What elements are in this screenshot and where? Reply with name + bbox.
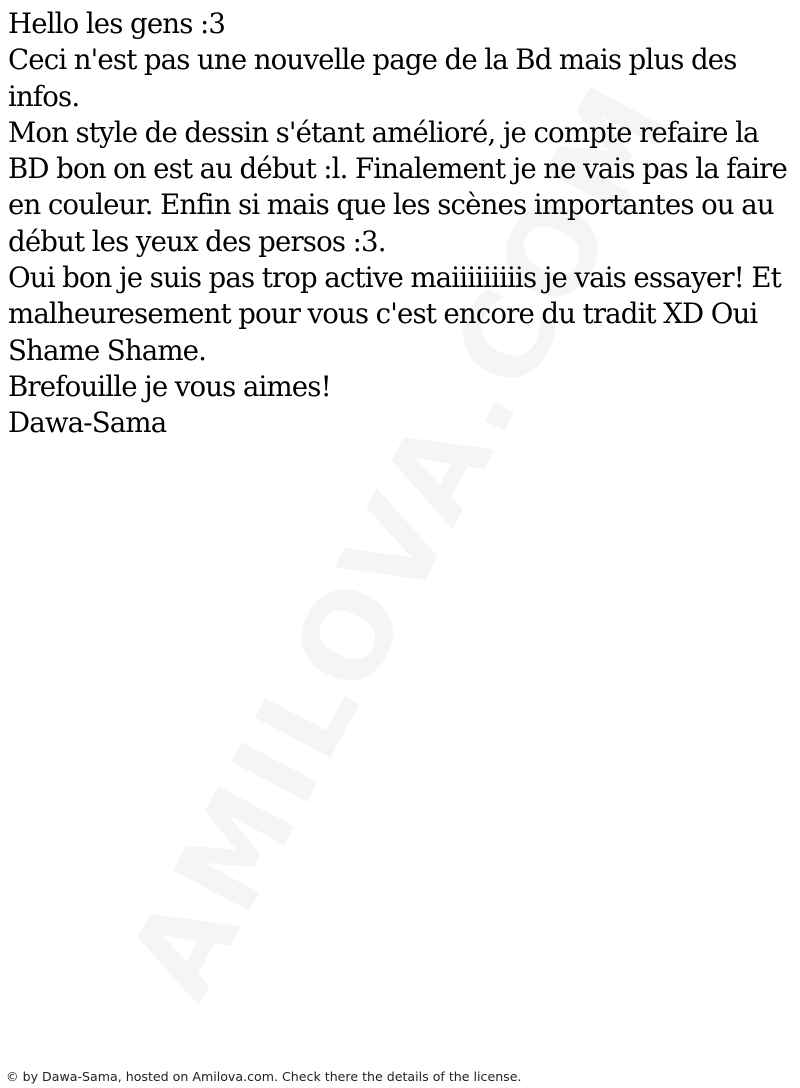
text-line: Ceci n'est pas une nouvelle page de la Bd mais plus des (8, 43, 737, 77)
text-line-greeting: Hello les gens :3 (8, 7, 226, 40)
text-line: Brefouille je vous aimes! (8, 369, 331, 403)
message-text (8, 6, 798, 442)
text-line: début les yeux des persos :3. (8, 224, 386, 258)
author-signature: Dawa-Sama (8, 406, 167, 440)
text-line: Oui bon je suis pas trop active maiiiiiiiiis je vais essayer! Et (8, 261, 781, 295)
license-footer: © by Dawa-Sama, hosted on Amilova.com. Check there the details of the license. (6, 1069, 522, 1084)
text-line: malheuresement pour vous c'est encore du tradit XD Oui (8, 297, 758, 331)
text-line: Mon style de dessin s'étant amélioré, je compte refaire la (8, 115, 759, 149)
text-line: en couleur. Enfin si mais que les scènes importantes ou au (8, 188, 774, 222)
text-line: Shame Shame. (8, 333, 207, 367)
text-line: BD bon on est au début :l. Finalement je ne vais pas la faire (8, 152, 788, 186)
text-line: infos. (8, 79, 80, 113)
